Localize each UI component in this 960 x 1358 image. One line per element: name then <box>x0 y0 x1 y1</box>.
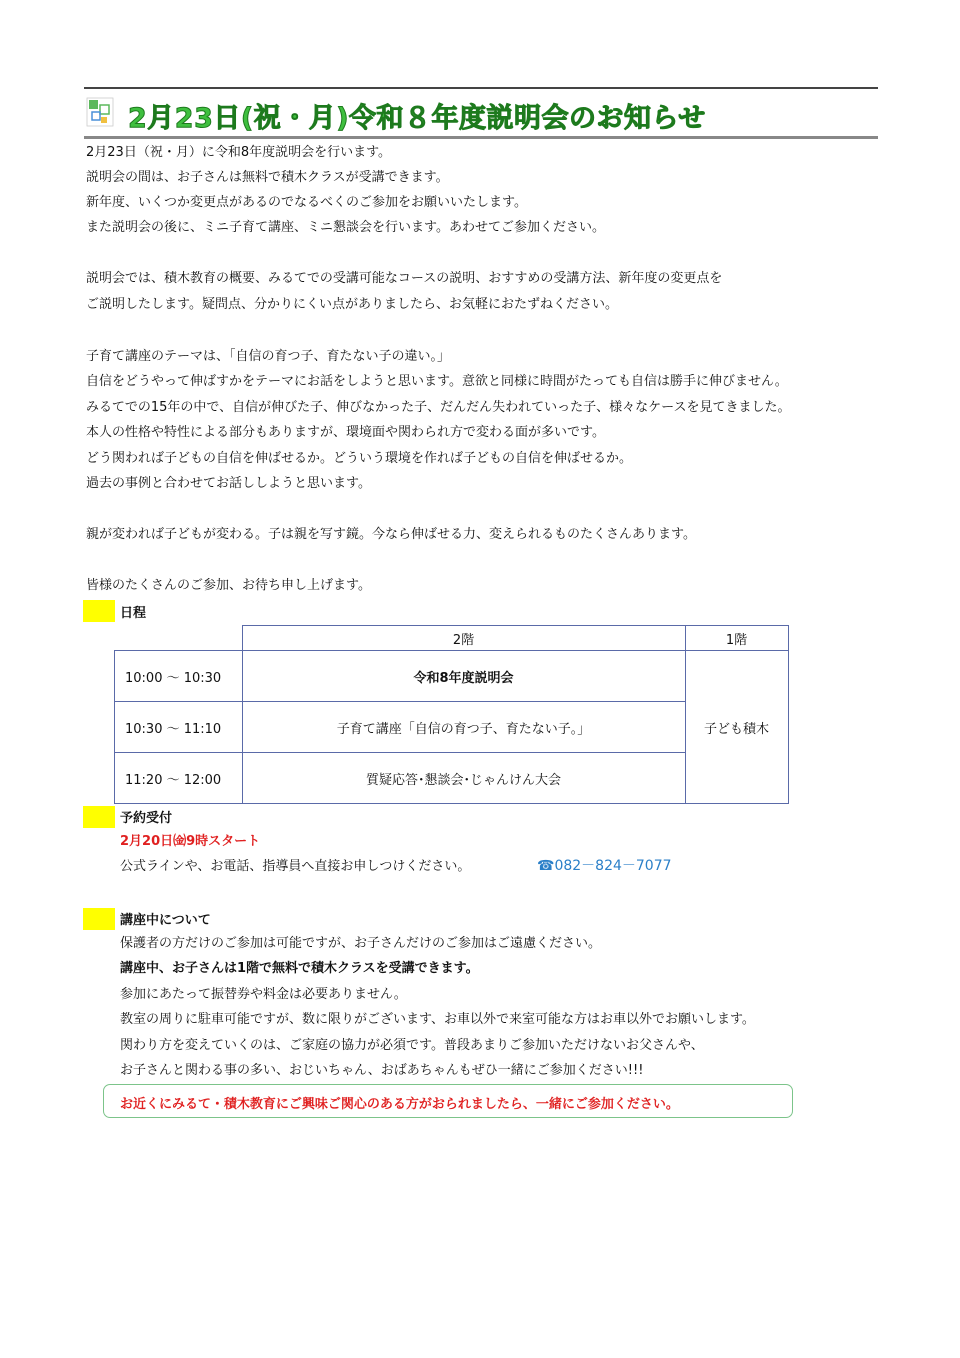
during-line: 関わり方を変えていくのは、ご家庭の協力が必須です。普段あまりご参加いただけないお父さんや、 <box>120 1038 704 1053</box>
time-cell: 10:30 ～ 11:10 <box>115 702 243 753</box>
intro-line: 説明会の間は、お子さんは無料で積木クラスが受講できます。 <box>86 170 449 185</box>
floor1-event-cell: 子ども積木 <box>685 651 788 804</box>
floor1-header: 1階 <box>685 626 788 651</box>
time-cell: 11:20 ～ 12:00 <box>115 753 243 804</box>
during-line: 保護者の方だけのご参加は可能ですが、お子さんだけのご参加はご遠慮ください。 <box>120 936 602 951</box>
floor2-header: 2階 <box>242 626 685 651</box>
intro-line: 新年度、いくつか変更点があるのでなるべくのご参加をお願いいたします。 <box>86 195 527 210</box>
event-cell: 子育て講座「自信の育つ子、育たない子。」 <box>242 702 685 753</box>
time-cell: 10:00 ～ 10:30 <box>115 651 243 702</box>
during-line: 講座中、お子さんは1階で無料で積木クラスを受講できます。 <box>120 961 479 976</box>
intro-line: また説明会の後に、ミニ子育て講座、ミニ懇談会を行います。あわせてご参加ください。 <box>86 220 605 235</box>
school-logo-icon <box>86 97 114 127</box>
schedule-table <box>114 625 789 804</box>
theme-line: 自信をどうやって伸ばすかをテーマにお話をしようと思います。意欲と同様に時間がたっても自信は勝手に伸びません。 <box>86 374 788 389</box>
explain-line: 説明会では、積木教育の概要、みるてでの受講可能なコースの説明、おすすめの受講方法、新年度の変更点を <box>86 271 723 286</box>
during-line: お子さんと関わる事の多い、おじいちゃん、おばあちゃんもぜひ一緒にご参加ください!!! <box>120 1063 644 1078</box>
reservation-contact: 公式ラインや、お電話、指導員へ直接お申しつけください。 <box>120 859 471 874</box>
during-line: 参加にあたって振替券や料金は必要ありません。 <box>120 987 407 1002</box>
explain-line: ご説明したします。疑問点、分かりにくい点がありましたら、お気軽におたずねください。 <box>86 297 618 312</box>
header-top-rule <box>84 87 878 89</box>
intro-line: 2月23日（祝・月）に令和8年度説明会を行います。 <box>86 145 392 160</box>
closing-line: 皆様のたくさんのご参加、お待ち申し上げます。 <box>86 578 371 593</box>
during-line: 教室の周りに駐車可能ですが、数に限りがございます、お車以外で来室可能な方はお車以外でお願いします。 <box>120 1012 755 1027</box>
theme-line: 本人の性格や特性による部分もありますが、環境面や関わられ方で変わる面が多いです。 <box>86 425 605 440</box>
empty-corner-cell <box>115 626 243 651</box>
theme-line: 過去の事例と合わせてお話ししようと思います。 <box>86 476 371 491</box>
schedule-label: 日程 <box>120 606 147 621</box>
page-title: 2月23日(祝・月)令和８年度説明会のお知らせ <box>128 103 706 134</box>
theme-line: みるてでの15年の中で、自信が伸びた子、伸びなかった子、だんだん失われていった子、様々なケースを見てきました。 <box>86 400 791 415</box>
section-marker <box>83 806 115 828</box>
reservation-label: 予約受付 <box>120 811 173 826</box>
reservation-start: 2月20日㈮9時スタート <box>120 834 261 849</box>
parent-line: 親が変われば子どもが変わる。子は親を写す鏡。今なら伸ばせる力、変えられるものたくさんあります。 <box>86 527 696 542</box>
event-cell: 令和8年度説明会 <box>242 651 685 702</box>
theme-line: どう関われば子どもの自信を伸ばせるか。どういう環境を作れば子どもの自信を伸ばせるか。 <box>86 451 633 466</box>
phone-number: ☎082－824－7077 <box>537 858 672 874</box>
section-marker <box>83 600 115 622</box>
theme-line: 子育て講座のテーマは、「自信の育つ子、育たない子の違い。」 <box>86 349 451 364</box>
invite-text: お近くにみるて・積木教育にご興味ご関心のある方がおられましたら、一緒にご参加ください。 <box>120 1097 679 1112</box>
section-marker <box>83 908 115 930</box>
event-cell: 質疑応答･懇談会･じゃんけん大会 <box>242 753 685 804</box>
during-label: 講座中について <box>120 913 211 928</box>
header-bottom-rule <box>84 136 878 139</box>
